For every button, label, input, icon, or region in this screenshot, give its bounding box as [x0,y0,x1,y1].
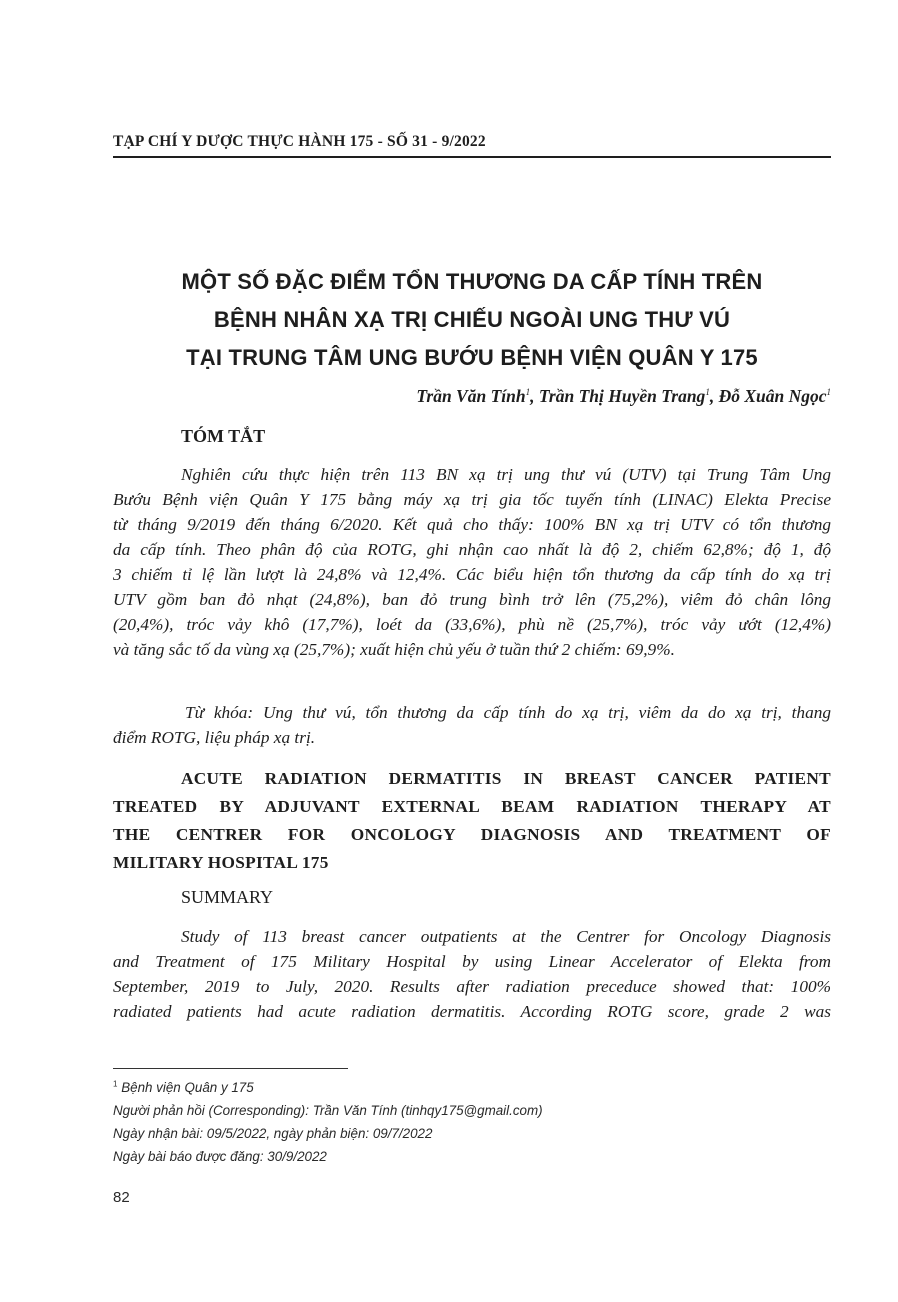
author-name: Trần Thị Huyền Trang [538,386,706,406]
author-name: Đỗ Xuân Ngọc [718,386,827,406]
author-list [113,386,831,407]
abstract-line: Nghiên cứu thực hiện trên 113 BN xạ trị ung thư vú (UTV) tại Trung Tâm Ung [181,465,831,484]
title-line: BỆNH NHÂN XẠ TRỊ CHIẾU NGOÀI UNG THƯ VÚ [213,307,731,332]
author-affiliation-mark: 1 [705,387,710,398]
summary-line: Study of 113 breast cancer outpatients at the Centrer for Oncology Diagnosis [181,927,831,946]
summary-line: September, 2019 to July, 2020. Results after radiation preceduce showed that: 100% [113,977,831,996]
journal-header: TẠP CHÍ Y DƯỢC THỰC HÀNH 175 - SỐ 31 - 9/2022 [113,133,486,150]
summary-text [113,924,831,1024]
abstract-line: (20,4%), tróc vảy khô (17,7%), loét da (33,6%), phù nề (25,7%), tróc vảy ướt (12,4%) [113,615,831,634]
footnote-published: Ngày bài báo được đăng: 30/9/2022 [113,1149,327,1164]
abstract-line: Bướu Bệnh viện Quân Y 175 bằng máy xạ trị gia tốc tuyến tính (LINAC) Elekta Precise [113,490,831,509]
english-title-line: TREATED BY ADJUVANT EXTERNAL BEAM RADIATION THERAPY AT [113,797,831,816]
article-title [113,263,831,377]
summary-line: and Treatment of 175 Military Hospital by using Linear Accelerator of Elekta from [113,952,831,971]
abstract-line: và tăng sắc tố da vùng xạ (25,7%); xuất hiện chủ yếu ở tuần thứ 2 chiếm: 69,9%. [113,640,675,659]
author-name: Trần Văn Tính [416,386,526,406]
english-title-line: MILITARY HOSPITAL 175 [113,853,329,872]
page-number: 82 [113,1189,130,1206]
summary-heading: SUMMARY [181,887,274,907]
keywords [113,700,831,750]
abstract-heading: TÓM TẮT [181,426,266,446]
author-separator: , [530,386,539,406]
footnotes [113,1076,831,1168]
footnote-rule [113,1068,348,1069]
author-separator: , [709,386,719,406]
footnote-mark: 1 [113,1079,118,1089]
abstract-text [113,462,831,662]
keywords-line: Từ khóa: Ung thư vú, tổn thương da cấp tính do xạ trị, viêm da do xạ trị, thang [185,703,831,722]
footnote-corresponding: Người phản hồi (Corresponding): Trần Văn Tính (tinhqy175@gmail.com) [113,1103,543,1118]
footnote-affiliation: $^1$ Bệnh viện Quân y 175 [113,1079,254,1095]
abstract-line: từ tháng 9/2019 đến tháng 6/2020. Kết quả cho thấy: 100% BN xạ trị UTV có tổn thương [113,515,831,534]
author-affiliation-mark: 1 [525,387,531,398]
footnote-received: Ngày nhận bài: 09/5/2022, ngày phản biện: 09/7/2022 [113,1126,433,1141]
abstract-line: da cấp tính. Theo phân độ của ROTG, ghi nhận cao nhất là độ 2, chiếm 62,8%; độ 1, độ [113,540,831,559]
keywords-line: điểm ROTG, liệu pháp xạ trị. [113,728,316,747]
english-title-line: ACUTE RADIATION DERMATITIS IN BREAST CANCER PATIENT [181,769,831,788]
title-line: MỘT SỐ ĐẶC ĐIỂM TỔN THƯƠNG DA CẤP TÍNH TRÊN [181,269,763,294]
english-title [113,765,831,877]
title-line: TẠI TRUNG TÂM UNG BƯỚU BỆNH VIỆN QUÂN Y 175 [186,345,758,370]
summary-line: radiated patients had acute radiation dermatitis. According ROTG score, grade 2 was [113,1002,831,1021]
abstract-line: UTV gồm ban đỏ nhạt (24,8%), ban đỏ trung bình trở lên (75,2%), viêm đỏ chân lông [113,590,831,609]
abstract-line: 3 chiếm tỉ lệ lần lượt là 24,8% và 12,4%. Các biểu hiện tổn thương da cấp tính do xạ trị [113,565,831,584]
english-title-line: THE CENTRER FOR ONCOLOGY DIAGNOSIS AND TREATMENT OF [113,825,831,844]
header-rule [113,156,831,158]
author-affiliation-mark: 1 [826,387,831,398]
